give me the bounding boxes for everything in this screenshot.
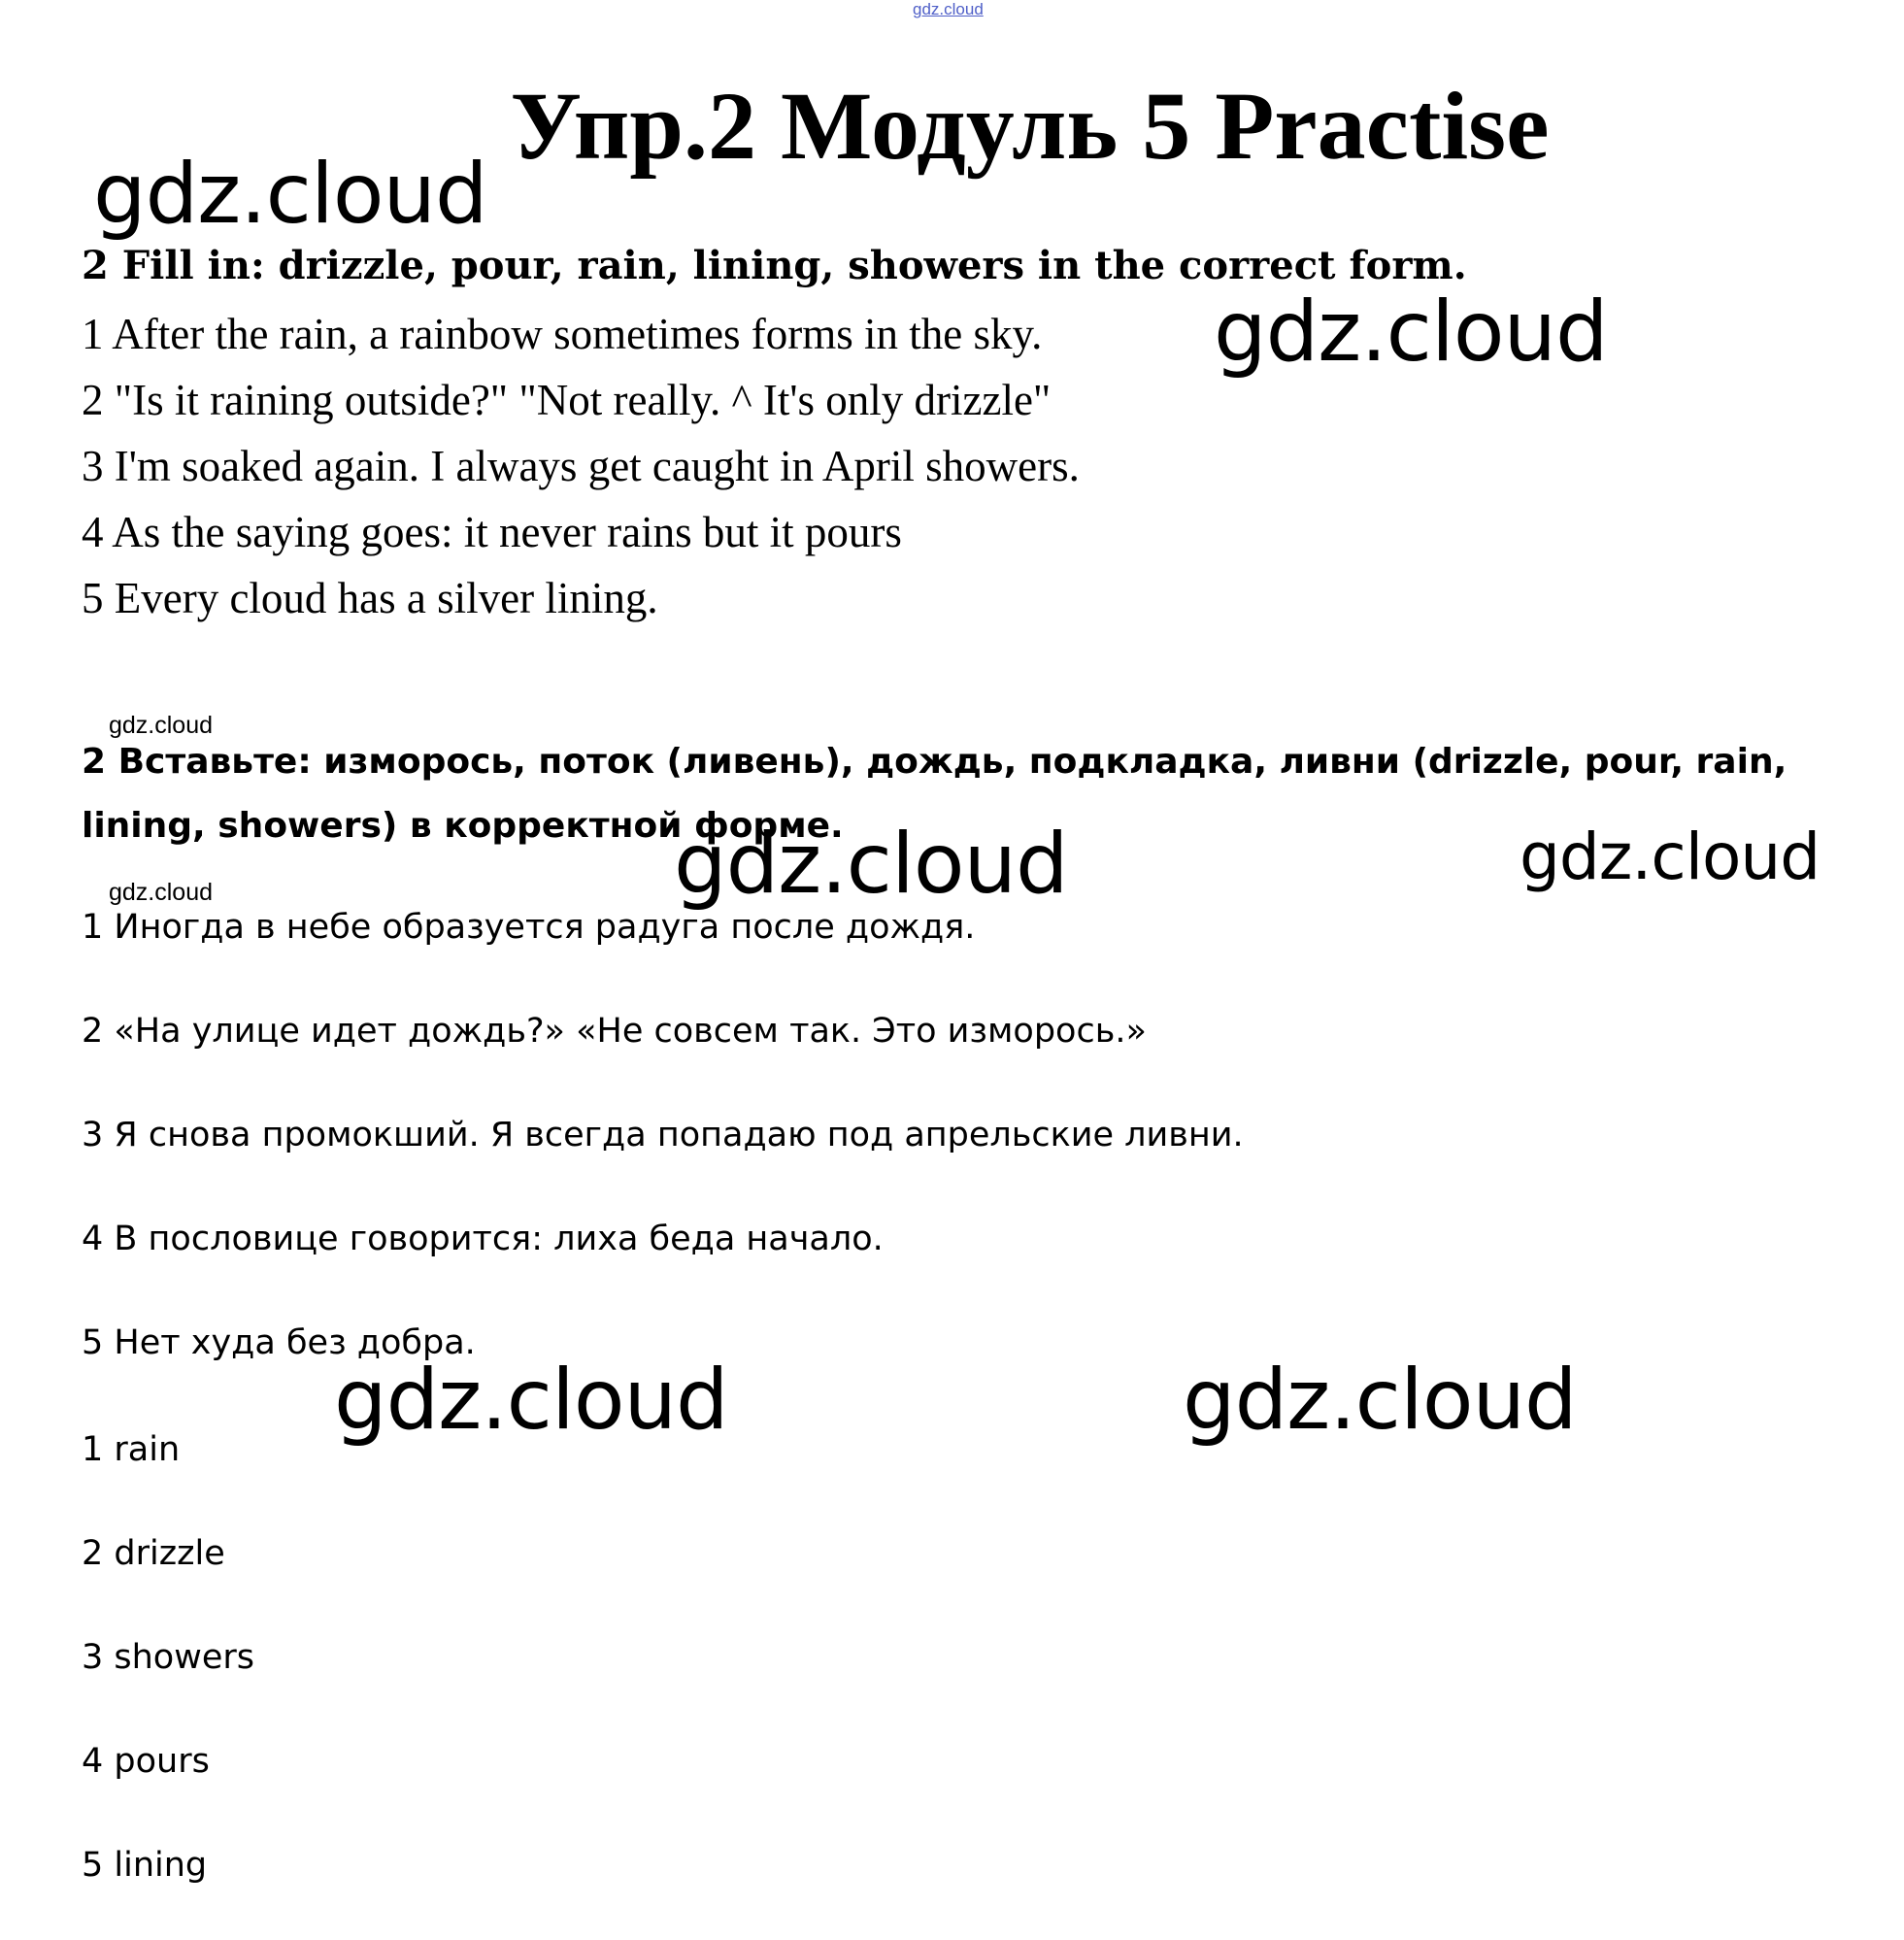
english-sentence: 2 "Is it raining outside?" "Not really. ^ It's only drizzle" (82, 376, 1052, 424)
watermark: gdz.cloud (1214, 284, 1608, 381)
english-sentence: 5 Every cloud has a silver lining. (82, 574, 658, 622)
watermark: gdz.cloud (109, 879, 214, 906)
exercise-heading-english: 2 Fill in: drizzle, pour, rain, lining, showers in the correct form. (82, 243, 1467, 288)
answer-list (82, 1421, 254, 1940)
watermark: gdz.cloud (109, 712, 214, 739)
answer-item: 4 pours (82, 1742, 210, 1781)
english-sentence: 3 I'm soaked again. I always get caught in April showers. (82, 442, 1080, 490)
answer-item: 2 drizzle (82, 1534, 225, 1573)
answer-item: 1 rain (82, 1430, 181, 1469)
russian-sentence: 2 «На улице идет дождь?» «Не совсем так. Это изморось.» (82, 1012, 1147, 1051)
watermark: gdz.cloud (1183, 1352, 1577, 1449)
russian-sentence: 1 Иногда в небе образуется радуга после дождя. (82, 908, 976, 947)
watermark: gdz.cloud (93, 146, 487, 243)
russian-sentence: 5 Нет худа без добра. (82, 1323, 476, 1362)
english-sentence: 4 As the saying goes: it never rains but it pours (82, 508, 902, 556)
english-sentence-list (82, 301, 1080, 631)
russian-sentence-list (82, 898, 1244, 1418)
watermark: gdz.cloud (334, 1352, 728, 1449)
watermark: gdz.cloud (1520, 819, 1820, 894)
russian-sentence: 4 В пословице говорится: лиха беда начало. (82, 1220, 884, 1258)
russian-sentence: 3 Я снова промокший. Я всегда попадаю под апрельские ливни. (82, 1116, 1244, 1154)
watermark: gdz.cloud (674, 816, 1068, 913)
exercise-heading-russian: 2 Вставьте: изморось, поток (ливень), дождь, подкладка, ливни (drizzle, pour, rain, lining, showers) в корректной форме. (82, 742, 1787, 846)
page-title: Упр.2 Модуль 5 Practise (510, 72, 1550, 180)
answer-item: 5 lining (82, 1846, 208, 1885)
site-link[interactable]: gdz.cloud (913, 0, 984, 18)
english-sentence: 1 After the rain, a rainbow sometimes forms in the sky. (82, 310, 1043, 358)
answer-item: 3 showers (82, 1638, 255, 1677)
